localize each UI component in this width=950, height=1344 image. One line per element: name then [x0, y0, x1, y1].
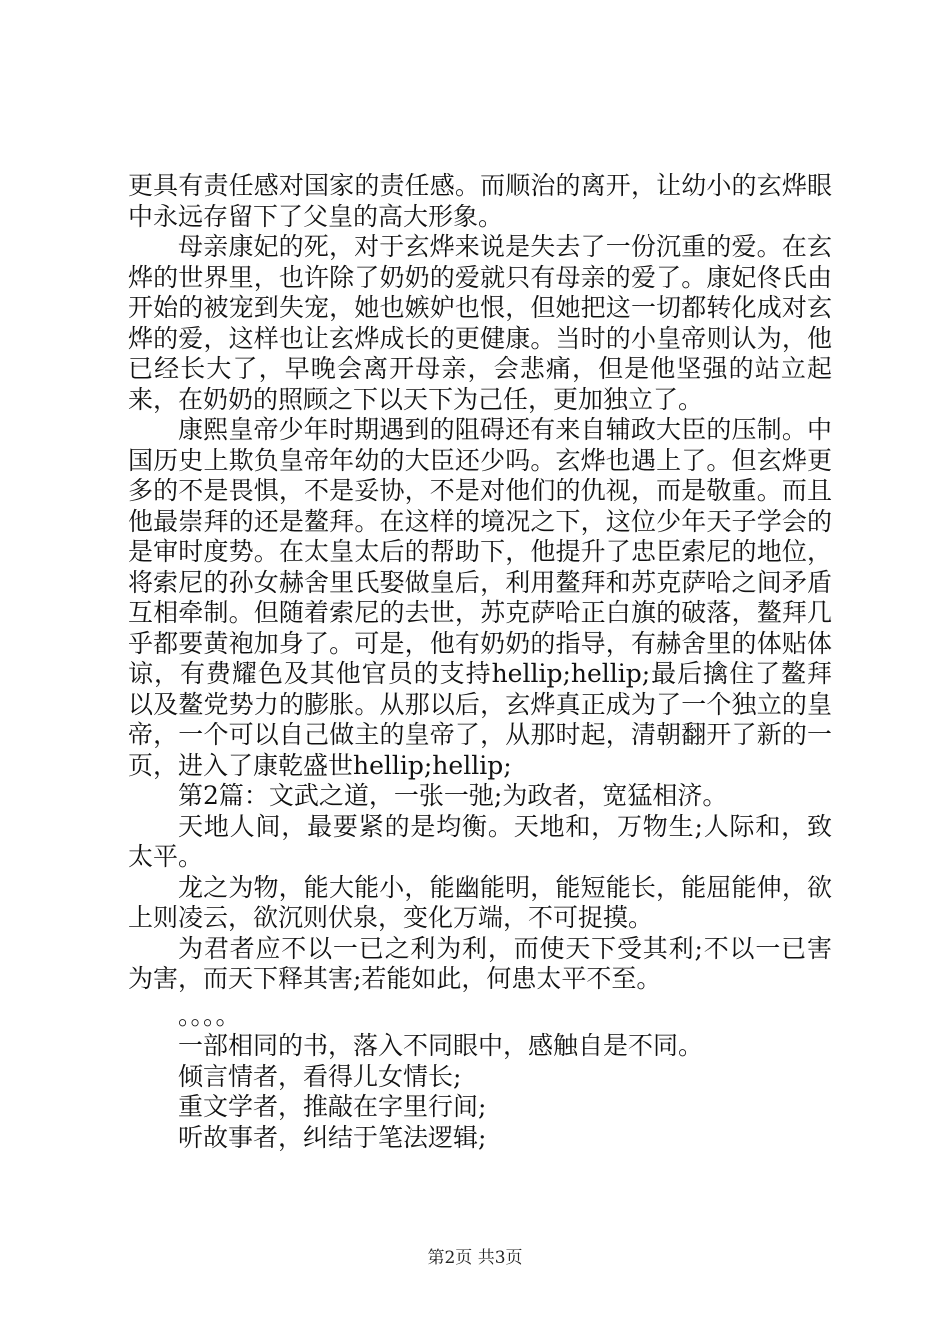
paragraph-ellipsis: 。。。。	[178, 1000, 241, 1030]
paragraph-section-heading: 第2篇：文武之道，一张一弛;为政者，宽猛相济。	[178, 781, 728, 810]
document-body	[128, 171, 832, 1153]
paragraph: 听故事者，纠结于笔法逻辑;	[178, 1122, 487, 1152]
paragraph: 天地人间，最要紧的是均衡。天地和，万物生;人际和，致太平。	[128, 811, 832, 871]
page-number-footer: 第2页 共3页	[427, 1248, 523, 1268]
paragraph: 母亲康妃的死，对于玄烨来说是失去了一份沉重的爱。在玄烨的世界里，也许除了奶奶的爱就只有母亲的爱了。康妃佟氏由开始的被宠到失宠，她也嫉妒也恨，但她把这一切都转化成对玄烨的爱，这样也让玄烨成长的更健康。当时的小皇帝则认为，他已经长大了，早晚会离开母亲，会悲痛，但是他坚强的站立起来，在奶奶的照顾之下以天下为己任，更加独立了。	[128, 232, 832, 414]
paragraph: 为君者应不以一已之利为利，而使天下受其利;不以一已害为害，而天下释其害;若能如此，何患太平不至。	[128, 933, 832, 993]
paragraph: 重文学者，推敲在字里行间;	[178, 1092, 487, 1121]
paragraph: 龙之为物，能大能小，能幽能明，能短能长，能屈能伸，欲上则凌云，欲沉则伏泉，变化万端，不可捉摸。	[128, 872, 832, 932]
paragraph: 一部相同的书，落入不同眼中，感触自是不同。	[178, 1031, 704, 1060]
paragraph: 更具有责任感对国家的责任感。而顺治的离开，让幼小的玄烨眼中永远存留下了父皇的高大形象。	[128, 171, 832, 231]
paragraph: 康熙皇帝少年时期遇到的阻碍还有来自辅政大臣的压制。中国历史上欺负皇帝年幼的大臣还少吗。玄烨也遇上了。但玄烨更多的不是畏惧，不是妥协，不是对他们的仇视，而是敬重。而且他最崇拜的还是鳌拜。在这样的境况之下，这位少年天子学会的是审时度势。在太皇太后的帮助下，他提升了忠臣索尼的地位，将索尼的孙女赫舍里氏娶做皇后，利用鳌拜和苏克萨哈之间矛盾互相牵制。但随着索尼的去世，苏克萨哈正白旗的破落，鳌拜几乎都要黄袍加身了。可是，他有奶奶的指导，有赫舍里的体贴体谅，有费耀色及其他官员的支持hellip;hellip;最后擒住了鳌拜以及鳌党势力的膨胀。从那以后，玄烨真正成为了一个独立的皇帝，一个可以自己做主的皇帝了，从那时起，清朝翻开了新的一页，进入了康乾盛世hellip;hellip;	[128, 415, 832, 780]
paragraph: 倾言情者，看得儿女情长;	[178, 1061, 462, 1091]
